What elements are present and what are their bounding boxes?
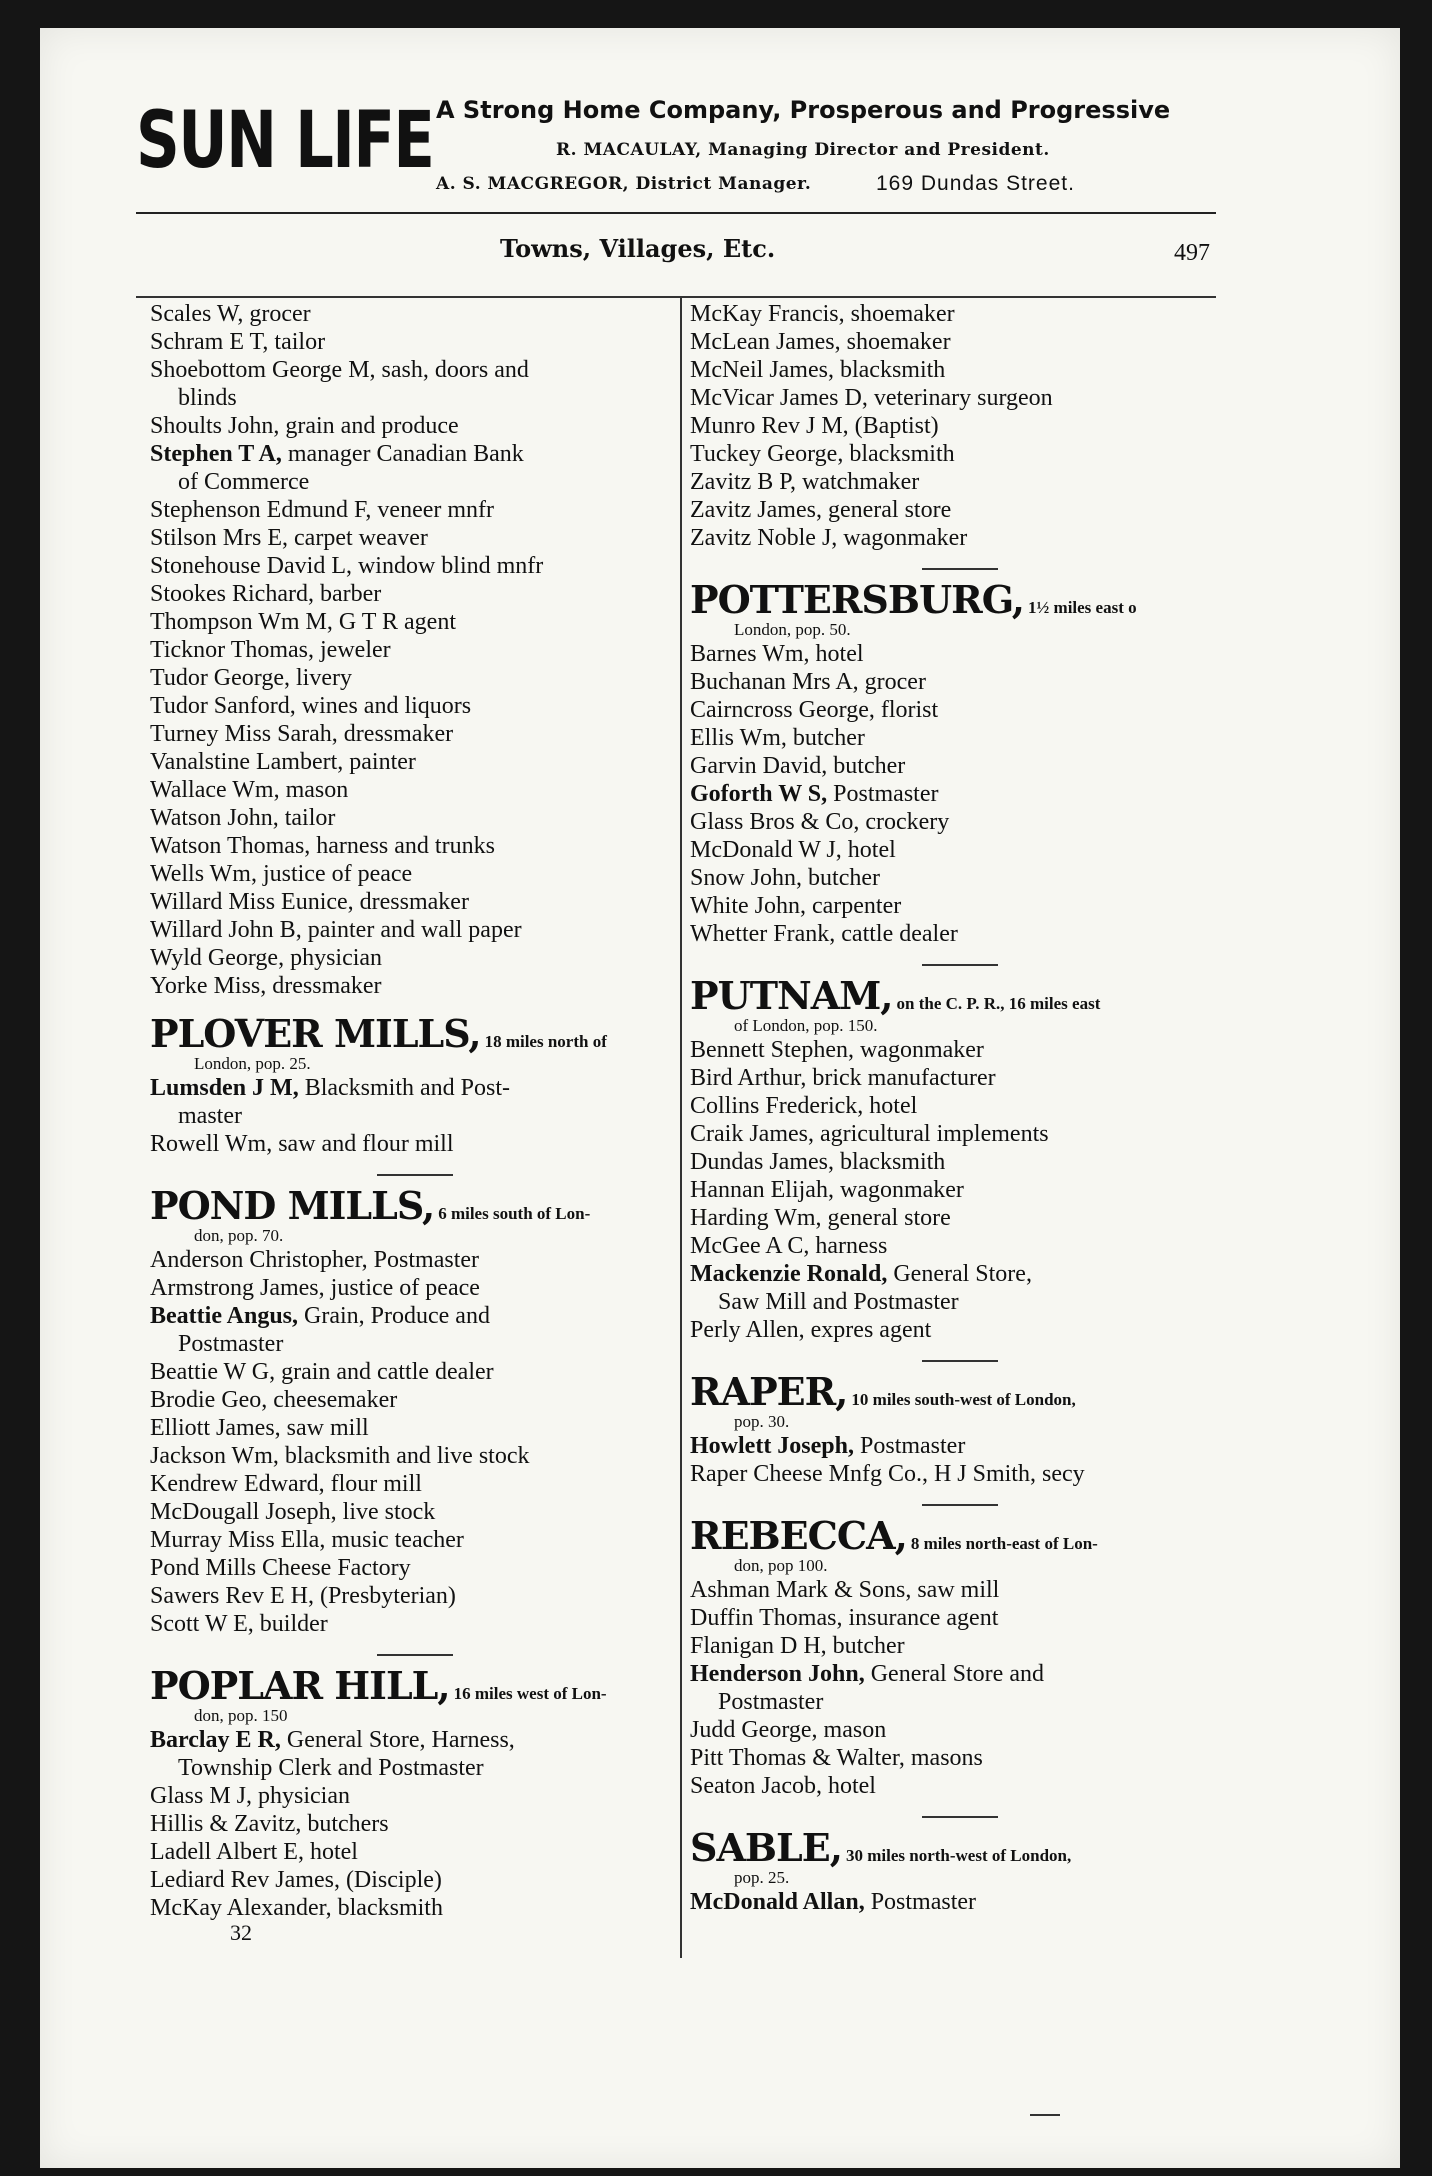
entry-name: Henderson John, bbox=[690, 1661, 865, 1687]
list-item: Saw Mill and Postmaster bbox=[718, 1289, 959, 1315]
list-item: Vanalstine Lambert, painter bbox=[150, 749, 416, 775]
list-item: Hannan Elijah, wagonmaker bbox=[690, 1177, 964, 1203]
list-item: Jackson Wm, blacksmith and live stock bbox=[150, 1443, 530, 1469]
entry-name: Stephen T A, bbox=[150, 441, 282, 467]
place-description-cont: London, pop. 25. bbox=[194, 1054, 311, 1073]
list-item: Judd George, mason bbox=[690, 1717, 887, 1743]
list-item: Postmaster bbox=[178, 1331, 284, 1357]
list-item: White John, carpenter bbox=[690, 893, 902, 919]
place-description-cont: don, pop. 70. bbox=[194, 1226, 284, 1245]
list-item: Elliott James, saw mill bbox=[150, 1415, 369, 1441]
brand-logo: SUN LIFE bbox=[136, 96, 434, 186]
list-item bbox=[690, 1888, 1230, 1916]
list-item: Postmaster bbox=[718, 1689, 824, 1715]
entry-name: Barclay E R, bbox=[150, 1727, 281, 1753]
list-item bbox=[150, 1074, 680, 1102]
list-item: Munro Rev J M, (Baptist) bbox=[690, 413, 939, 439]
list-item: Whetter Frank, cattle dealer bbox=[690, 921, 958, 947]
list-item: McGee A C, harness bbox=[690, 1233, 888, 1259]
list-item: McDougall Joseph, live stock bbox=[150, 1499, 436, 1525]
place-description: 30 miles north-west of London, bbox=[845, 1846, 1072, 1865]
entry-name: Lumsden J M, bbox=[150, 1075, 299, 1101]
list-item: Wallace Wm, mason bbox=[150, 777, 349, 803]
place-name: PUTNAM, bbox=[690, 973, 893, 1018]
list-item: Scales W, grocer bbox=[150, 301, 311, 327]
separator bbox=[922, 1816, 998, 1818]
entry-detail: General Store and bbox=[864, 1661, 1044, 1687]
tagline: A Strong Home Company, Prosperous and Progressive bbox=[436, 96, 1171, 124]
list-item: Scott W E, builder bbox=[150, 1611, 328, 1637]
officer-line-2: A. S. MACGREGOR, District Manager. bbox=[436, 174, 812, 194]
list-item: Glass Bros & Co, crockery bbox=[690, 809, 950, 835]
address: 169 Dundas Street. bbox=[876, 172, 1075, 195]
list-item bbox=[150, 1726, 680, 1754]
list-item: Thompson Wm M, G T R agent bbox=[150, 609, 456, 635]
list-item: Armstrong James, justice of peace bbox=[150, 1275, 480, 1301]
left-column bbox=[150, 300, 680, 1944]
list-item: Craik James, agricultural implements bbox=[690, 1121, 1049, 1147]
place-description: on the C. P. R., 16 miles east bbox=[896, 994, 1101, 1013]
list-item: Seaton Jacob, hotel bbox=[690, 1773, 876, 1799]
list-item: Lediard Rev James, (Disciple) bbox=[150, 1867, 442, 1893]
entry-name: McDonald Allan, bbox=[690, 1889, 865, 1915]
list-item: master bbox=[178, 1103, 242, 1129]
place-description-cont: of London, pop. 150. bbox=[734, 1016, 878, 1035]
place-description-cont: don, pop 100. bbox=[734, 1556, 828, 1575]
list-item bbox=[690, 1432, 1230, 1460]
list-item: Bird Arthur, brick manufacturer bbox=[690, 1065, 996, 1091]
list-item: Rowell Wm, saw and flour mill bbox=[150, 1131, 454, 1157]
place-description: 8 miles north-east of Lon- bbox=[910, 1534, 1098, 1553]
list-item: Hillis & Zavitz, butchers bbox=[150, 1811, 389, 1837]
section-title: Towns, Villages, Etc. bbox=[500, 234, 776, 263]
list-item: Ticknor Thomas, jeweler bbox=[150, 637, 391, 663]
entry-detail: Blacksmith and Post- bbox=[298, 1075, 511, 1101]
list-item: Flanigan D H, butcher bbox=[690, 1633, 905, 1659]
entry-detail: Grain, Produce and bbox=[298, 1303, 490, 1329]
place-name: PLOVER MILLS, bbox=[150, 1011, 481, 1056]
list-item: Collins Frederick, hotel bbox=[690, 1093, 918, 1119]
list-item: Raper Cheese Mnfg Co., H J Smith, secy bbox=[690, 1461, 1085, 1487]
list-item: Garvin David, butcher bbox=[690, 753, 906, 779]
list-item: Tuckey George, blacksmith bbox=[690, 441, 955, 467]
list-item: Perly Allen, expres agent bbox=[690, 1317, 932, 1343]
list-item bbox=[690, 1260, 1230, 1288]
list-item: Turney Miss Sarah, dressmaker bbox=[150, 721, 454, 747]
entry-detail: manager Canadian Bank bbox=[281, 441, 524, 467]
entry-list bbox=[690, 300, 1230, 552]
list-item: McLean James, shoemaker bbox=[690, 329, 951, 355]
place-name: POTTERSBURG, bbox=[690, 577, 1025, 622]
place-raper bbox=[690, 1369, 1230, 1488]
list-item: Beattie W G, grain and cattle dealer bbox=[150, 1359, 494, 1385]
list-item: Anderson Christopher, Postmaster bbox=[150, 1247, 480, 1273]
list-item: Watson John, tailor bbox=[150, 805, 336, 831]
list-item: Ashman Mark & Sons, saw mill bbox=[690, 1577, 1000, 1603]
separator bbox=[377, 1654, 453, 1656]
list-item: McKay Alexander, blacksmith bbox=[150, 1895, 443, 1921]
list-item: Stookes Richard, barber bbox=[150, 581, 382, 607]
separator bbox=[922, 964, 998, 966]
list-item: Barnes Wm, hotel bbox=[690, 641, 864, 667]
place-name: RAPER, bbox=[690, 1369, 848, 1414]
list-item: Sawers Rev E H, (Presbyterian) bbox=[150, 1583, 456, 1609]
place-sable bbox=[690, 1825, 1230, 1916]
list-item: Stilson Mrs E, carpet weaver bbox=[150, 525, 428, 551]
list-item bbox=[150, 1302, 680, 1330]
separator bbox=[922, 1360, 998, 1362]
place-rebecca bbox=[690, 1513, 1230, 1800]
list-item: Shoults John, grain and produce bbox=[150, 413, 459, 439]
list-item: Murray Miss Ella, music teacher bbox=[150, 1527, 464, 1553]
list-item: Stephenson Edmund F, veneer mnfr bbox=[150, 497, 495, 523]
place-name: SABLE, bbox=[690, 1825, 842, 1870]
place-description: 10 miles south-west of London, bbox=[851, 1390, 1076, 1409]
list-item bbox=[690, 780, 1230, 808]
place-description: 1½ miles east o bbox=[1028, 598, 1137, 617]
place-poplar-hill bbox=[150, 1663, 680, 1945]
entry-detail: Postmaster bbox=[864, 1889, 977, 1915]
list-item: McVicar James D, veterinary surgeon bbox=[690, 385, 1053, 411]
separator bbox=[922, 568, 998, 570]
list-item: blinds bbox=[178, 385, 237, 411]
list-item: Watson Thomas, harness and trunks bbox=[150, 833, 495, 859]
place-description: 16 miles west of Lon- bbox=[453, 1684, 607, 1703]
separator bbox=[377, 1174, 453, 1176]
list-item: Snow John, butcher bbox=[690, 865, 880, 891]
right-column bbox=[690, 300, 1230, 1916]
place-description-cont: pop. 25. bbox=[734, 1868, 790, 1887]
list-item: Township Clerk and Postmaster bbox=[178, 1755, 484, 1781]
list-item: of Commerce bbox=[178, 469, 310, 495]
column-divider bbox=[680, 298, 682, 1958]
place-name: REBECCA, bbox=[690, 1513, 907, 1558]
list-item: Stonehouse David L, window blind mnfr bbox=[150, 553, 544, 579]
entry-detail: Postmaster bbox=[827, 781, 939, 807]
entry-name: Beattie Angus, bbox=[150, 1303, 299, 1329]
entry-detail: General Store, Harness, bbox=[280, 1727, 515, 1753]
place-pond-mills bbox=[150, 1183, 680, 1638]
list-item: Buchanan Mrs A, grocer bbox=[690, 669, 926, 695]
printer-mark bbox=[1030, 2114, 1060, 2116]
list-item: Pitt Thomas & Walter, masons bbox=[690, 1745, 983, 1771]
list-item: Glass M J, physician bbox=[150, 1783, 350, 1809]
list-item: Dundas James, blacksmith bbox=[690, 1149, 946, 1175]
entry-detail: General Store, bbox=[887, 1261, 1032, 1287]
entry-detail: Postmaster bbox=[854, 1433, 966, 1459]
place-description: 6 miles south of Lon- bbox=[438, 1204, 591, 1223]
list-item: Tudor George, livery bbox=[150, 665, 352, 691]
list-item: Zavitz B P, watchmaker bbox=[690, 469, 920, 495]
list-item: Ellis Wm, butcher bbox=[690, 725, 865, 751]
entry-name: Goforth W S, bbox=[690, 781, 828, 807]
place-name: POND MILLS, bbox=[150, 1183, 435, 1228]
list-item: Zavitz Noble J, wagonmaker bbox=[690, 525, 968, 551]
list-item: Wyld George, physician bbox=[150, 945, 383, 971]
place-name: POPLAR HILL, bbox=[150, 1663, 450, 1708]
place-description-cont: pop. 30. bbox=[734, 1412, 790, 1431]
list-item: Ladell Albert E, hotel bbox=[150, 1839, 358, 1865]
place-plover-mills bbox=[150, 1011, 680, 1158]
header-rule bbox=[136, 212, 1216, 214]
list-item: Harding Wm, general store bbox=[690, 1205, 951, 1231]
list-item: Willard Miss Eunice, dressmaker bbox=[150, 889, 469, 915]
list-item: Duffin Thomas, insurance agent bbox=[690, 1605, 999, 1631]
entry-name: Mackenzie Ronald, bbox=[690, 1261, 888, 1287]
list-item: Cairncross George, florist bbox=[690, 697, 939, 723]
list-item: Pond Mills Cheese Factory bbox=[150, 1555, 411, 1581]
list-item: Bennett Stephen, wagonmaker bbox=[690, 1037, 984, 1063]
list-item bbox=[150, 440, 680, 468]
separator bbox=[922, 1504, 998, 1506]
place-putnam bbox=[690, 973, 1230, 1344]
advertisement-header bbox=[136, 88, 1216, 218]
folio-number: 32 bbox=[230, 1920, 252, 1945]
section-rule bbox=[136, 296, 1216, 298]
list-item: McNeil James, blacksmith bbox=[690, 357, 946, 383]
place-description-cont: London, pop. 50. bbox=[734, 620, 851, 639]
list-item: Zavitz James, general store bbox=[690, 497, 952, 523]
entry-list bbox=[150, 300, 680, 1000]
list-item: Shoebottom George M, sash, doors and bbox=[150, 357, 529, 383]
list-item: Kendrew Edward, flour mill bbox=[150, 1471, 422, 1497]
list-item: Willard John B, painter and wall paper bbox=[150, 917, 522, 943]
list-item: Schram E T, tailor bbox=[150, 329, 326, 355]
list-item bbox=[690, 1660, 1230, 1688]
list-item: Tudor Sanford, wines and liquors bbox=[150, 693, 472, 719]
list-item: McDonald W J, hotel bbox=[690, 837, 896, 863]
place-pottersburg bbox=[690, 577, 1230, 948]
list-item: Wells Wm, justice of peace bbox=[150, 861, 413, 887]
place-description: 18 miles north of bbox=[484, 1032, 607, 1051]
page-number: 497 bbox=[1174, 240, 1210, 266]
entry-name: Howlett Joseph, bbox=[690, 1433, 854, 1459]
list-item: Yorke Miss, dressmaker bbox=[150, 973, 382, 999]
place-description-cont: don, pop. 150 bbox=[194, 1706, 288, 1725]
list-item: McKay Francis, shoemaker bbox=[690, 301, 955, 327]
officer-line-1: R. MACAULAY, Managing Director and President. bbox=[556, 140, 1050, 160]
list-item: Brodie Geo, cheesemaker bbox=[150, 1387, 398, 1413]
